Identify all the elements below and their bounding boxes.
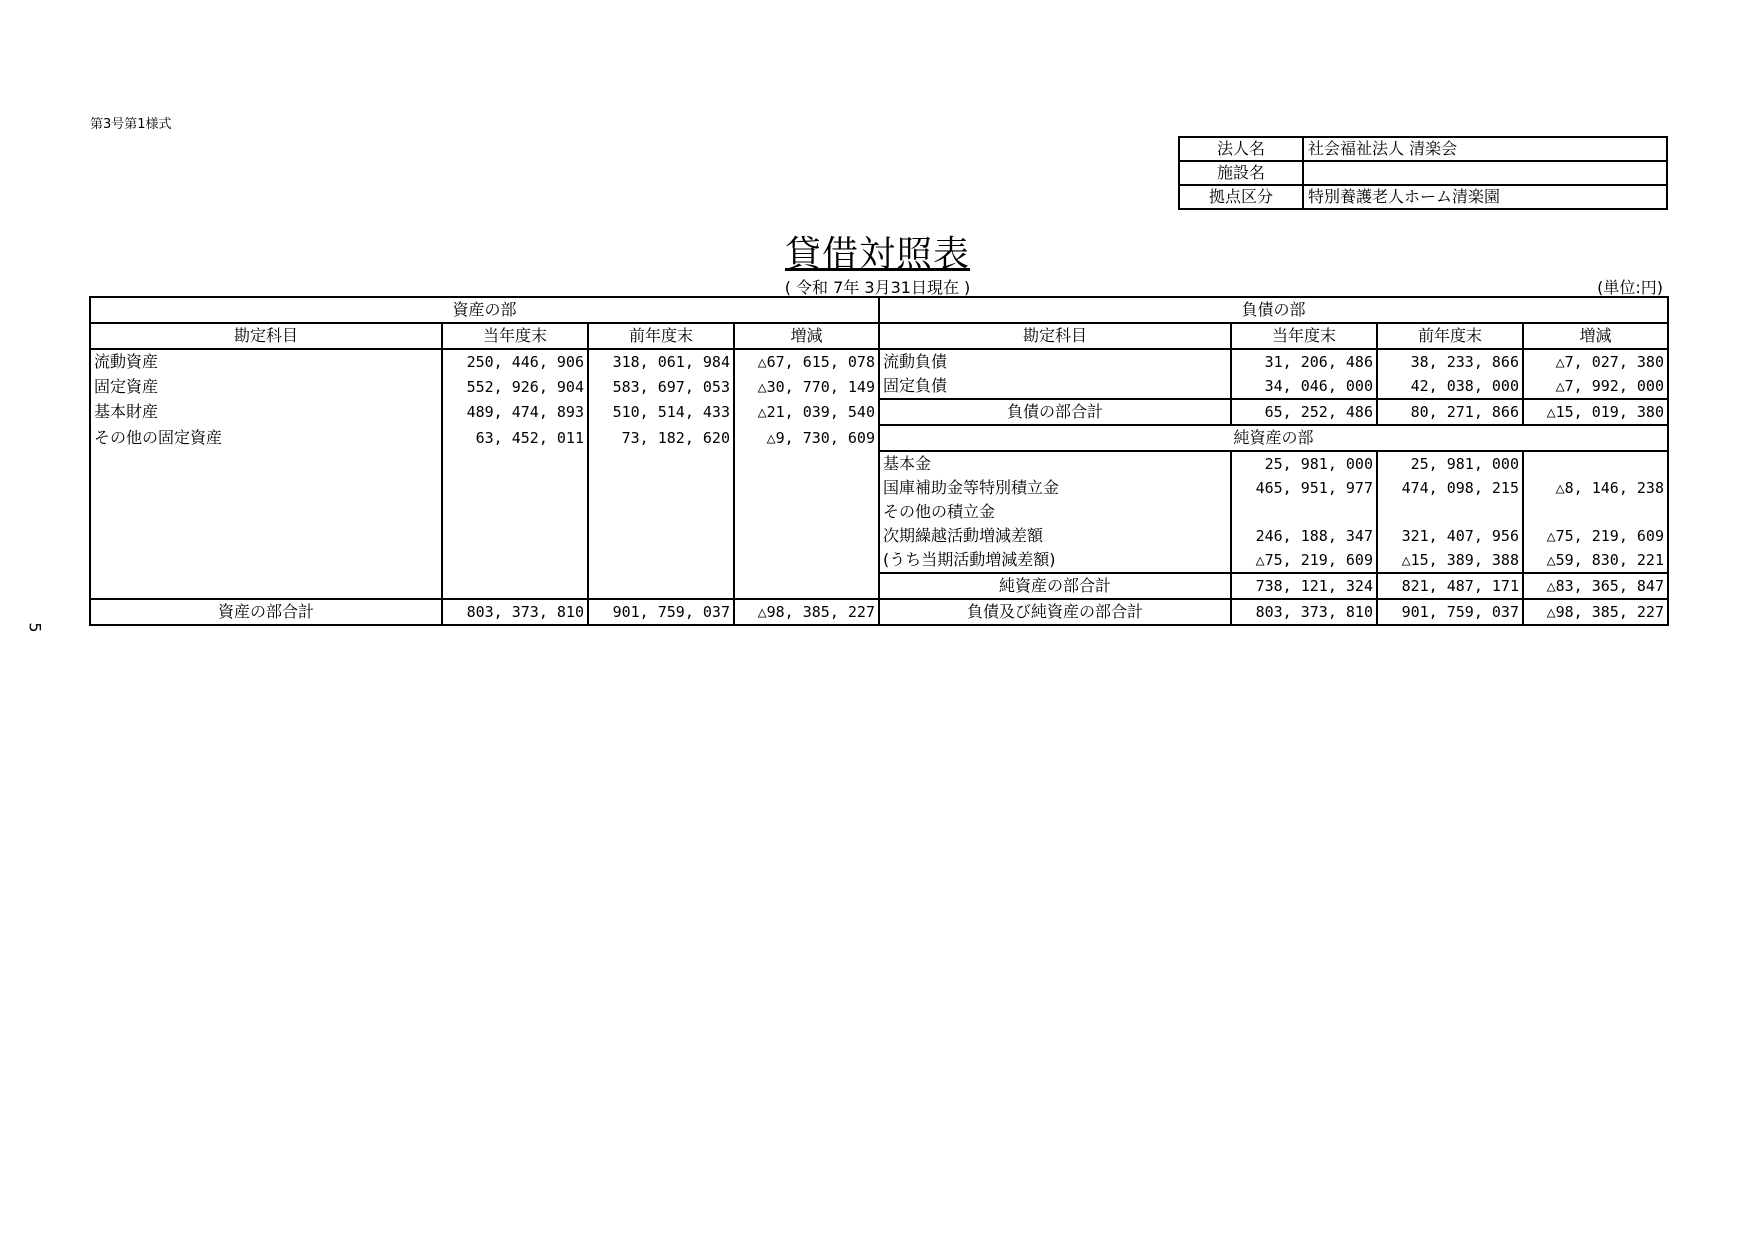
asset-empty <box>588 451 734 476</box>
liabilities-total-change: △15, 019, 380 <box>1523 399 1668 425</box>
liability-current: 34, 046, 000 <box>1231 374 1377 399</box>
asset-empty <box>442 500 588 524</box>
table-row <box>90 399 1668 425</box>
col-current: 当年度末 <box>442 323 588 349</box>
assets-total-change: △98, 385, 227 <box>734 599 879 625</box>
asset-empty <box>90 573 442 599</box>
asset-current: 250, 446, 906 <box>442 349 588 374</box>
net-assets-total-label: 純資産の部合計 <box>879 573 1231 599</box>
info-table <box>1178 136 1668 210</box>
asset-empty <box>90 500 442 524</box>
asset-name: 基本財産 <box>90 399 442 425</box>
asset-empty <box>442 476 588 500</box>
net-asset-change <box>1523 451 1668 476</box>
col-previous: 前年度末 <box>588 323 734 349</box>
facility-label: 施設名 <box>1179 161 1303 185</box>
net-asset-previous: 474, 098, 215 <box>1377 476 1523 500</box>
net-asset-change: △75, 219, 609 <box>1523 524 1668 548</box>
table-row <box>90 524 1668 548</box>
assets-total-previous: 901, 759, 037 <box>588 599 734 625</box>
corp-value: 社会福祉法人 清楽会 <box>1303 137 1667 161</box>
col-change: 増減 <box>1523 323 1668 349</box>
col-current: 当年度末 <box>1231 323 1377 349</box>
col-change: 増減 <box>734 323 879 349</box>
form-label: 第3号第1様式 <box>90 117 172 132</box>
base-value: 特別養護老人ホーム清楽園 <box>1303 185 1667 209</box>
page-number: 5 <box>25 622 45 633</box>
net-asset-change: △8, 146, 238 <box>1523 476 1668 500</box>
asset-previous: 583, 697, 053 <box>588 374 734 399</box>
asset-empty <box>442 573 588 599</box>
asset-empty <box>90 476 442 500</box>
net-asset-previous: △15, 389, 388 <box>1377 548 1523 573</box>
asset-empty <box>90 451 442 476</box>
asset-empty <box>442 451 588 476</box>
net-asset-name: (うち当期活動増減差額) <box>879 548 1231 573</box>
asset-name: 固定資産 <box>90 374 442 399</box>
net-assets-header: 純資産の部 <box>879 425 1668 451</box>
table-row <box>90 349 1668 374</box>
net-asset-previous: 321, 407, 956 <box>1377 524 1523 548</box>
asset-empty <box>90 524 442 548</box>
asset-empty <box>588 500 734 524</box>
asset-current: 63, 452, 011 <box>442 425 588 451</box>
liabilities-total-current: 65, 252, 486 <box>1231 399 1377 425</box>
table-row <box>90 374 1668 399</box>
net-asset-name: 国庫補助金等特別積立金 <box>879 476 1231 500</box>
col-account: 勘定科目 <box>879 323 1231 349</box>
net-assets-total-change: △83, 365, 847 <box>1523 573 1668 599</box>
table-row <box>90 548 1668 573</box>
asset-empty <box>90 548 442 573</box>
net-asset-name: 基本金 <box>879 451 1231 476</box>
asset-previous: 73, 182, 620 <box>588 425 734 451</box>
net-asset-current: 246, 188, 347 <box>1231 524 1377 548</box>
facility-value <box>1303 161 1667 185</box>
net-asset-current: 25, 981, 000 <box>1231 451 1377 476</box>
asset-current: 552, 926, 904 <box>442 374 588 399</box>
liability-change: △7, 027, 380 <box>1523 349 1668 374</box>
asset-empty <box>588 524 734 548</box>
asset-change: △21, 039, 540 <box>734 399 879 425</box>
net-assets-total-previous: 821, 487, 171 <box>1377 573 1523 599</box>
asset-empty <box>588 573 734 599</box>
liabilities-total-label: 負債の部合計 <box>879 399 1231 425</box>
asset-previous: 318, 061, 984 <box>588 349 734 374</box>
table-row <box>90 425 1668 451</box>
net-asset-previous: 25, 981, 000 <box>1377 451 1523 476</box>
net-assets-total-current: 738, 121, 324 <box>1231 573 1377 599</box>
net-asset-current: △75, 219, 609 <box>1231 548 1377 573</box>
col-account: 勘定科目 <box>90 323 442 349</box>
asset-empty <box>734 573 879 599</box>
base-label: 拠点区分 <box>1179 185 1303 209</box>
liability-change: △7, 992, 000 <box>1523 374 1668 399</box>
assets-total-label: 資産の部合計 <box>90 599 442 625</box>
asset-change: △9, 730, 609 <box>734 425 879 451</box>
table-row <box>90 500 1668 524</box>
asset-empty <box>588 476 734 500</box>
grand-total-change: △98, 385, 227 <box>1523 599 1668 625</box>
net-asset-change <box>1523 500 1668 524</box>
asset-empty <box>588 548 734 573</box>
asset-empty <box>442 524 588 548</box>
asset-previous: 510, 514, 433 <box>588 399 734 425</box>
col-previous: 前年度末 <box>1377 323 1523 349</box>
asset-empty <box>734 524 879 548</box>
table-row <box>90 573 1668 599</box>
table-row <box>90 451 1668 476</box>
assets-total-current: 803, 373, 810 <box>442 599 588 625</box>
net-asset-current <box>1231 500 1377 524</box>
table-row <box>90 599 1668 625</box>
page-title: 貸借対照表 <box>784 234 970 275</box>
liability-previous: 42, 038, 000 <box>1377 374 1523 399</box>
asset-current: 489, 474, 893 <box>442 399 588 425</box>
as-of-date: ( 令和 7年 3月31日現在 ) <box>784 278 971 297</box>
asset-empty <box>734 451 879 476</box>
balance-sheet-table <box>89 296 1669 626</box>
liabilities-total-previous: 80, 271, 866 <box>1377 399 1523 425</box>
net-asset-current: 465, 951, 977 <box>1231 476 1377 500</box>
asset-change: △30, 770, 149 <box>734 374 879 399</box>
corp-label: 法人名 <box>1179 137 1303 161</box>
net-asset-name: 次期繰越活動増減差額 <box>879 524 1231 548</box>
liability-name: 流動負債 <box>879 349 1231 374</box>
asset-name: 流動資産 <box>90 349 442 374</box>
unit-label: (単位:円) <box>1597 278 1663 297</box>
net-asset-name: その他の積立金 <box>879 500 1231 524</box>
liability-current: 31, 206, 486 <box>1231 349 1377 374</box>
asset-empty <box>734 548 879 573</box>
liabilities-header: 負債の部 <box>879 297 1668 323</box>
asset-change: △67, 615, 078 <box>734 349 879 374</box>
liability-name: 固定負債 <box>879 374 1231 399</box>
net-asset-previous <box>1377 500 1523 524</box>
grand-total-previous: 901, 759, 037 <box>1377 599 1523 625</box>
liability-previous: 38, 233, 866 <box>1377 349 1523 374</box>
net-asset-change: △59, 830, 221 <box>1523 548 1668 573</box>
asset-name: その他の固定資産 <box>90 425 442 451</box>
grand-total-current: 803, 373, 810 <box>1231 599 1377 625</box>
asset-empty <box>442 548 588 573</box>
assets-header: 資産の部 <box>90 297 879 323</box>
grand-total-label: 負債及び純資産の部合計 <box>879 599 1231 625</box>
asset-empty <box>734 476 879 500</box>
asset-empty <box>734 500 879 524</box>
table-row <box>90 476 1668 500</box>
